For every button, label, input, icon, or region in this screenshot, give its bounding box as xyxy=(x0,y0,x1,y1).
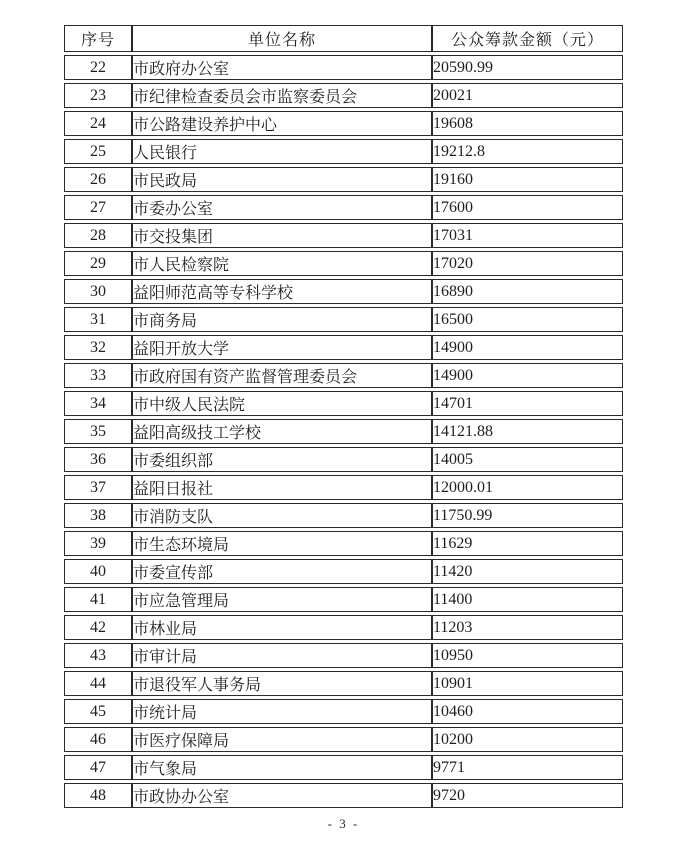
cell-amount: 11750.99 xyxy=(432,503,623,528)
cell-unit-name: 市政府国有资产监督管理委员会 xyxy=(132,363,432,388)
cell-amount: 19160 xyxy=(432,167,623,192)
cell-serial-number: 43 xyxy=(64,643,132,668)
cell-serial-number: 41 xyxy=(64,587,132,612)
fundraising-table xyxy=(64,22,623,811)
cell-serial-number: 30 xyxy=(64,279,132,304)
col-header-amount: 公众筹款金额（元） xyxy=(432,25,623,52)
cell-amount: 17600 xyxy=(432,195,623,220)
table-row xyxy=(64,559,623,584)
table-row xyxy=(64,279,623,304)
cell-serial-number: 36 xyxy=(64,447,132,472)
cell-amount: 10200 xyxy=(432,727,623,752)
cell-amount: 9720 xyxy=(432,783,623,808)
cell-serial-number: 27 xyxy=(64,195,132,220)
cell-unit-name: 市中级人民法院 xyxy=(132,391,432,416)
table-row xyxy=(64,223,623,248)
cell-amount: 10901 xyxy=(432,671,623,696)
table-body xyxy=(64,55,623,808)
cell-amount: 11420 xyxy=(432,559,623,584)
cell-unit-name: 益阳高级技工学校 xyxy=(132,419,432,444)
cell-unit-name: 益阳开放大学 xyxy=(132,335,432,360)
table-row xyxy=(64,335,623,360)
table-row xyxy=(64,391,623,416)
table-row xyxy=(64,783,623,808)
cell-amount: 19212.8 xyxy=(432,139,623,164)
cell-unit-name: 市公路建设养护中心 xyxy=(132,111,432,136)
cell-serial-number: 25 xyxy=(64,139,132,164)
table-row xyxy=(64,531,623,556)
cell-amount: 10950 xyxy=(432,643,623,668)
cell-unit-name: 市人民检察院 xyxy=(132,251,432,276)
cell-serial-number: 38 xyxy=(64,503,132,528)
cell-serial-number: 33 xyxy=(64,363,132,388)
cell-serial-number: 28 xyxy=(64,223,132,248)
cell-amount: 14701 xyxy=(432,391,623,416)
cell-serial-number: 31 xyxy=(64,307,132,332)
cell-unit-name: 益阳日报社 xyxy=(132,475,432,500)
cell-unit-name: 市民政局 xyxy=(132,167,432,192)
cell-unit-name: 市交投集团 xyxy=(132,223,432,248)
cell-serial-number: 26 xyxy=(64,167,132,192)
cell-amount: 12000.01 xyxy=(432,475,623,500)
cell-serial-number: 42 xyxy=(64,615,132,640)
table-row xyxy=(64,307,623,332)
cell-unit-name: 市纪律检查委员会市监察委员会 xyxy=(132,83,432,108)
cell-serial-number: 47 xyxy=(64,755,132,780)
table-row xyxy=(64,419,623,444)
cell-unit-name: 市统计局 xyxy=(132,699,432,724)
cell-unit-name: 人民银行 xyxy=(132,139,432,164)
table-row xyxy=(64,251,623,276)
cell-serial-number: 45 xyxy=(64,699,132,724)
table-row xyxy=(64,643,623,668)
cell-amount: 14900 xyxy=(432,335,623,360)
cell-amount: 14121.88 xyxy=(432,419,623,444)
cell-amount: 9771 xyxy=(432,755,623,780)
cell-unit-name: 市政府办公室 xyxy=(132,55,432,80)
col-header-serial-number: 序号 xyxy=(64,25,132,52)
cell-unit-name: 市消防支队 xyxy=(132,503,432,528)
cell-amount: 19608 xyxy=(432,111,623,136)
table-row xyxy=(64,475,623,500)
table-row xyxy=(64,699,623,724)
cell-unit-name: 市审计局 xyxy=(132,643,432,668)
cell-unit-name: 市林业局 xyxy=(132,615,432,640)
table-header xyxy=(64,25,623,52)
cell-amount: 14900 xyxy=(432,363,623,388)
cell-amount: 20021 xyxy=(432,83,623,108)
cell-serial-number: 24 xyxy=(64,111,132,136)
cell-serial-number: 32 xyxy=(64,335,132,360)
table-row xyxy=(64,167,623,192)
cell-unit-name: 市退役军人事务局 xyxy=(132,671,432,696)
table-row xyxy=(64,727,623,752)
table-row xyxy=(64,139,623,164)
cell-unit-name: 市委办公室 xyxy=(132,195,432,220)
page-number: - 3 - xyxy=(327,816,360,831)
col-header-unit-name: 单位名称 xyxy=(132,25,432,52)
cell-unit-name: 市政协办公室 xyxy=(132,783,432,808)
cell-amount: 16890 xyxy=(432,279,623,304)
cell-serial-number: 34 xyxy=(64,391,132,416)
table-row xyxy=(64,615,623,640)
cell-amount: 10460 xyxy=(432,699,623,724)
table-row xyxy=(64,55,623,80)
table-row xyxy=(64,671,623,696)
table-row xyxy=(64,755,623,780)
table-row xyxy=(64,363,623,388)
table-row xyxy=(64,503,623,528)
cell-serial-number: 22 xyxy=(64,55,132,80)
cell-unit-name: 市委组织部 xyxy=(132,447,432,472)
cell-serial-number: 37 xyxy=(64,475,132,500)
cell-serial-number: 46 xyxy=(64,727,132,752)
cell-unit-name: 益阳师范高等专科学校 xyxy=(132,279,432,304)
table-row xyxy=(64,83,623,108)
cell-serial-number: 35 xyxy=(64,419,132,444)
header-row xyxy=(64,25,623,52)
cell-unit-name: 市医疗保障局 xyxy=(132,727,432,752)
cell-serial-number: 44 xyxy=(64,671,132,696)
cell-unit-name: 市气象局 xyxy=(132,755,432,780)
cell-amount: 16500 xyxy=(432,307,623,332)
cell-unit-name: 市应急管理局 xyxy=(132,587,432,612)
cell-serial-number: 40 xyxy=(64,559,132,584)
cell-unit-name: 市商务局 xyxy=(132,307,432,332)
cell-amount: 17031 xyxy=(432,223,623,248)
cell-amount: 11400 xyxy=(432,587,623,612)
cell-unit-name: 市生态环境局 xyxy=(132,531,432,556)
table-row xyxy=(64,447,623,472)
table-row xyxy=(64,111,623,136)
cell-amount: 20590.99 xyxy=(432,55,623,80)
cell-amount: 11203 xyxy=(432,615,623,640)
cell-serial-number: 23 xyxy=(64,83,132,108)
table-row xyxy=(64,587,623,612)
cell-serial-number: 39 xyxy=(64,531,132,556)
cell-amount: 14005 xyxy=(432,447,623,472)
cell-serial-number: 48 xyxy=(64,783,132,808)
cell-amount: 11629 xyxy=(432,531,623,556)
cell-unit-name: 市委宣传部 xyxy=(132,559,432,584)
table-row xyxy=(64,195,623,220)
cell-amount: 17020 xyxy=(432,251,623,276)
cell-serial-number: 29 xyxy=(64,251,132,276)
